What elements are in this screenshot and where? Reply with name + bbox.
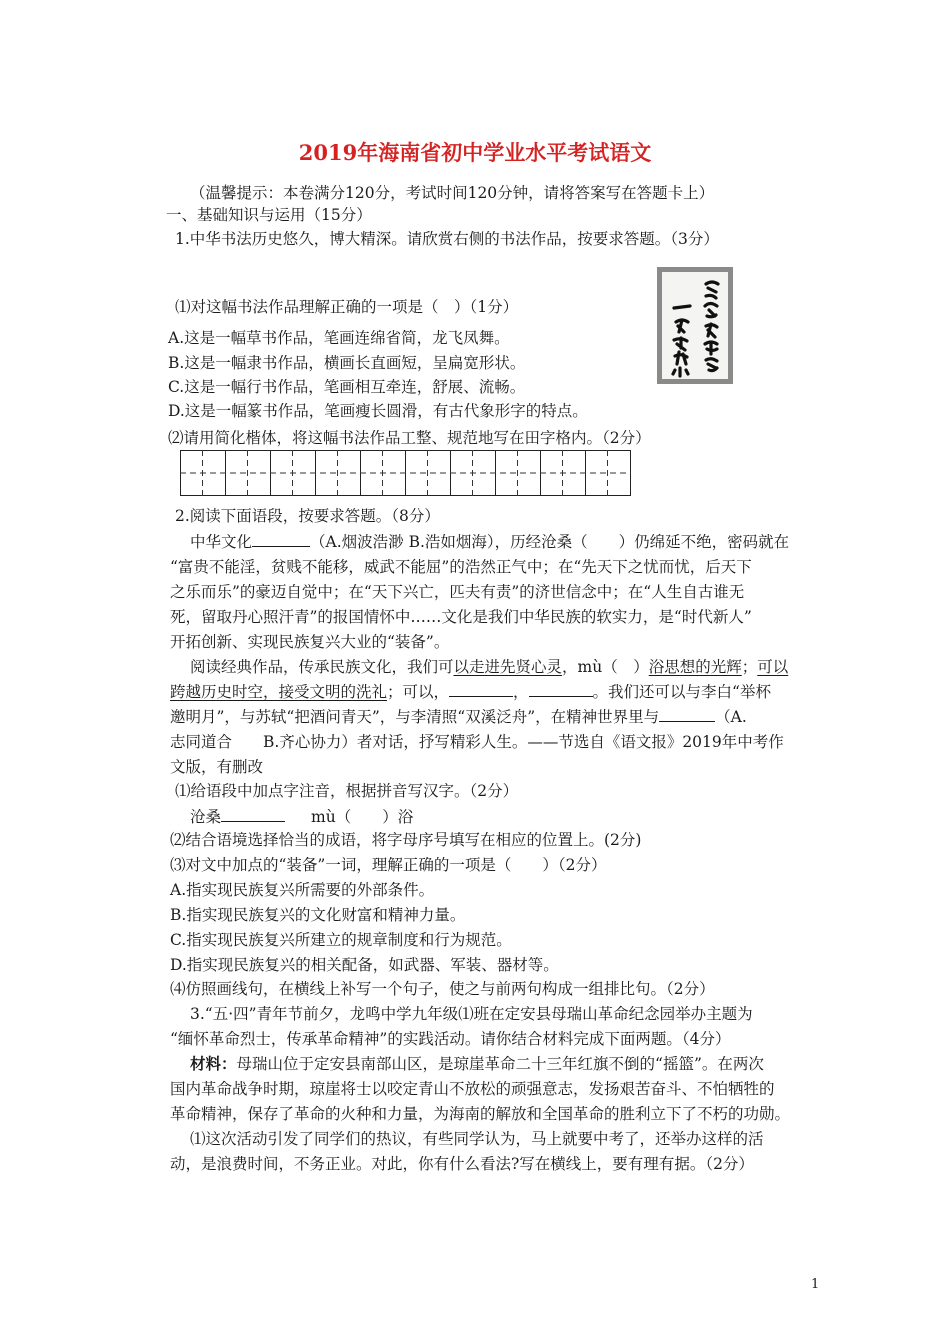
passage-line: 之乐而乐”的豪迈自觉中；在“天下兴亡，匹夫有责”的济世信念中；在“人生自古谁无 — [170, 583, 745, 601]
material-line: 革命精神，保存了革命的火种和力量，为海南的解放和全国革命的胜利立下了不朽的功勋。 — [170, 1105, 791, 1123]
option-b: B.这是一幅隶书作品，横画长直画短，呈扁宽形状。 — [168, 354, 526, 372]
question-1-stem: 1.中华书法历史悠久，博大精深。请欣赏右侧的书法作品，按要求答题。（3分） — [175, 230, 719, 248]
question-1-sub-2: ⑵请用简化楷体，将这幅书法作品工整、规范地写在田字格内。（2分） — [168, 429, 651, 447]
passage-text: 阅读经典作品，传承民族文化，我们可 — [190, 658, 454, 676]
question-2-sub-1: ⑴给语段中加点字注音，根据拼音写汉字。（2分） — [175, 782, 519, 800]
passage-text: ；可以， — [387, 683, 450, 701]
question-3-sub-1: ⑴这次活动引发了同学们的热议，有些同学认为，马上就要中考了，还举办这样的活 — [190, 1130, 764, 1148]
calligraphy-artwork — [657, 267, 733, 384]
underlined-sentence: 跨越历史时空，接受文明的洗礼 — [170, 683, 388, 701]
passage-text: （A. — [715, 708, 747, 726]
passage-text: 沧桑 — [190, 808, 222, 826]
writing-grid[interactable] — [180, 450, 631, 496]
question-3-stem: 3.“五·四”青年节前夕，龙鸣中学九年级⑴班在定安县母瑞山革命纪念园举办主题为 — [190, 1005, 753, 1023]
option-c: C.这是一幅行书作品，笔画相互牵连，舒展、流畅。 — [168, 378, 526, 396]
answer-blank[interactable] — [659, 707, 715, 722]
answer-blank[interactable] — [529, 682, 593, 697]
passage-line — [170, 707, 747, 727]
passage-line — [190, 657, 788, 677]
passage-text: 中华文化 — [190, 533, 253, 551]
question-2-sub-2: ⑵结合语境选择恰当的成语，将字母序号填写在相应的位置上。(2分) — [170, 831, 642, 849]
underlined-sentence: 可以 — [757, 658, 789, 676]
calligraphy-strokes — [662, 272, 728, 379]
option-c: C.指实现民族复兴所建立的规章制度和行为规范。 — [170, 931, 512, 949]
passage-text: 。我们还可以与李白“举杯 — [592, 683, 771, 701]
passage-line: “富贵不能淫，贫贱不能移，威武不能屈”的浩然正气中；在“先天下之忧而忧，后天下 — [170, 558, 752, 576]
question-3-sub-1-line-2: 动，是浪费时间，不务正业。对此，你有什么看法?写在横线上，要有理有据。（2分） — [170, 1155, 754, 1173]
question-2-stem: 2.阅读下面语段，按要求答题。（8分） — [175, 507, 440, 525]
option-d: D.这是一幅篆书作品，笔画瘦长圆滑，有古代象形字的特点。 — [168, 402, 588, 420]
material-text: 母瑞山位于定安县南部山区，是琼崖革命二十三年红旗不倒的“摇篮”。在两次 — [236, 1055, 764, 1073]
question-2-sub-4: ⑷仿照画线句，在横线上补写一个句子，使之与前两句构成一组排比句。（2分） — [170, 980, 715, 998]
passage-text: （A.烟波浩渺 B.浩如烟海），历经沧桑（ ）仍绵延不绝，密码就在 — [310, 533, 790, 551]
question-1-sub-1: ⑴对这幅书法作品理解正确的一项是（ ）（1分） — [175, 298, 519, 316]
exam-notice: （温馨提示：本卷满分120分，考试时间120分钟，请将答案写在答题卡上） — [190, 184, 715, 202]
material-line — [190, 1054, 764, 1074]
underlined-sentence: 浴思想的光辉 — [648, 658, 742, 676]
passage-text: ； — [741, 658, 758, 676]
question-2-sub-3: ⑶对文中加点的“装备”一词，理解正确的一项是（ ）（2分） — [170, 856, 607, 874]
passage-line: 开拓创新、实现民族复兴大业的“装备”。 — [170, 633, 450, 651]
material-label: 材料： — [190, 1054, 237, 1073]
option-b: B.指实现民族复兴的文化财富和精神力量。 — [170, 906, 466, 924]
pinyin-line — [190, 807, 413, 827]
answer-blank[interactable] — [252, 532, 310, 547]
passage-text: 邀明月”，与苏轼“把酒问青天”，与李清照“双溪泛舟”，在精神世界里与 — [170, 708, 660, 726]
passage-line: 文版，有删改 — [170, 758, 264, 776]
passage-text: ， — [513, 683, 529, 701]
passage-text: mù（ ）浴 — [311, 808, 414, 826]
answer-blank[interactable] — [449, 682, 513, 697]
option-a: A.这是一幅草书作品，笔画连绵省简，龙飞凤舞。 — [168, 329, 510, 347]
underlined-sentence: 以走进先贤心灵 — [453, 658, 563, 676]
answer-blank[interactable] — [221, 807, 285, 822]
section-heading: 一、基础知识与运用（15分） — [166, 206, 372, 224]
passage-line — [170, 682, 771, 702]
material-line: 国内革命战争时期，琼崖将士以咬定青山不放松的顽强意志，发扬艰苦奋斗、不怕牺牲的 — [170, 1080, 775, 1098]
passage-line: 死，留取丹心照汗青”的报国情怀中……文化是我们中华民族的软实力，是“时代新人” — [170, 608, 752, 626]
passage-text: ，mù（ ） — [562, 658, 649, 676]
question-3-stem-line-2: “缅怀革命烈士，传承革命精神”的实践活动。请你结合材料完成下面两题。（4分） — [170, 1030, 731, 1048]
document-title: 2019年海南省初中学业水平考试语文 — [298, 140, 652, 165]
option-d: D.指实现民族复兴的相关配备，如武器、军装、器材等。 — [170, 956, 559, 974]
passage-line — [190, 532, 789, 552]
passage-line: 志同道合 B.齐心协力）者对话，抒写精彩人生。——节选自《语文报》2019年中考作 — [170, 733, 784, 751]
option-a: A.指实现民族复兴所需要的外部条件。 — [170, 881, 435, 899]
page-number: 1 — [811, 1277, 820, 1292]
